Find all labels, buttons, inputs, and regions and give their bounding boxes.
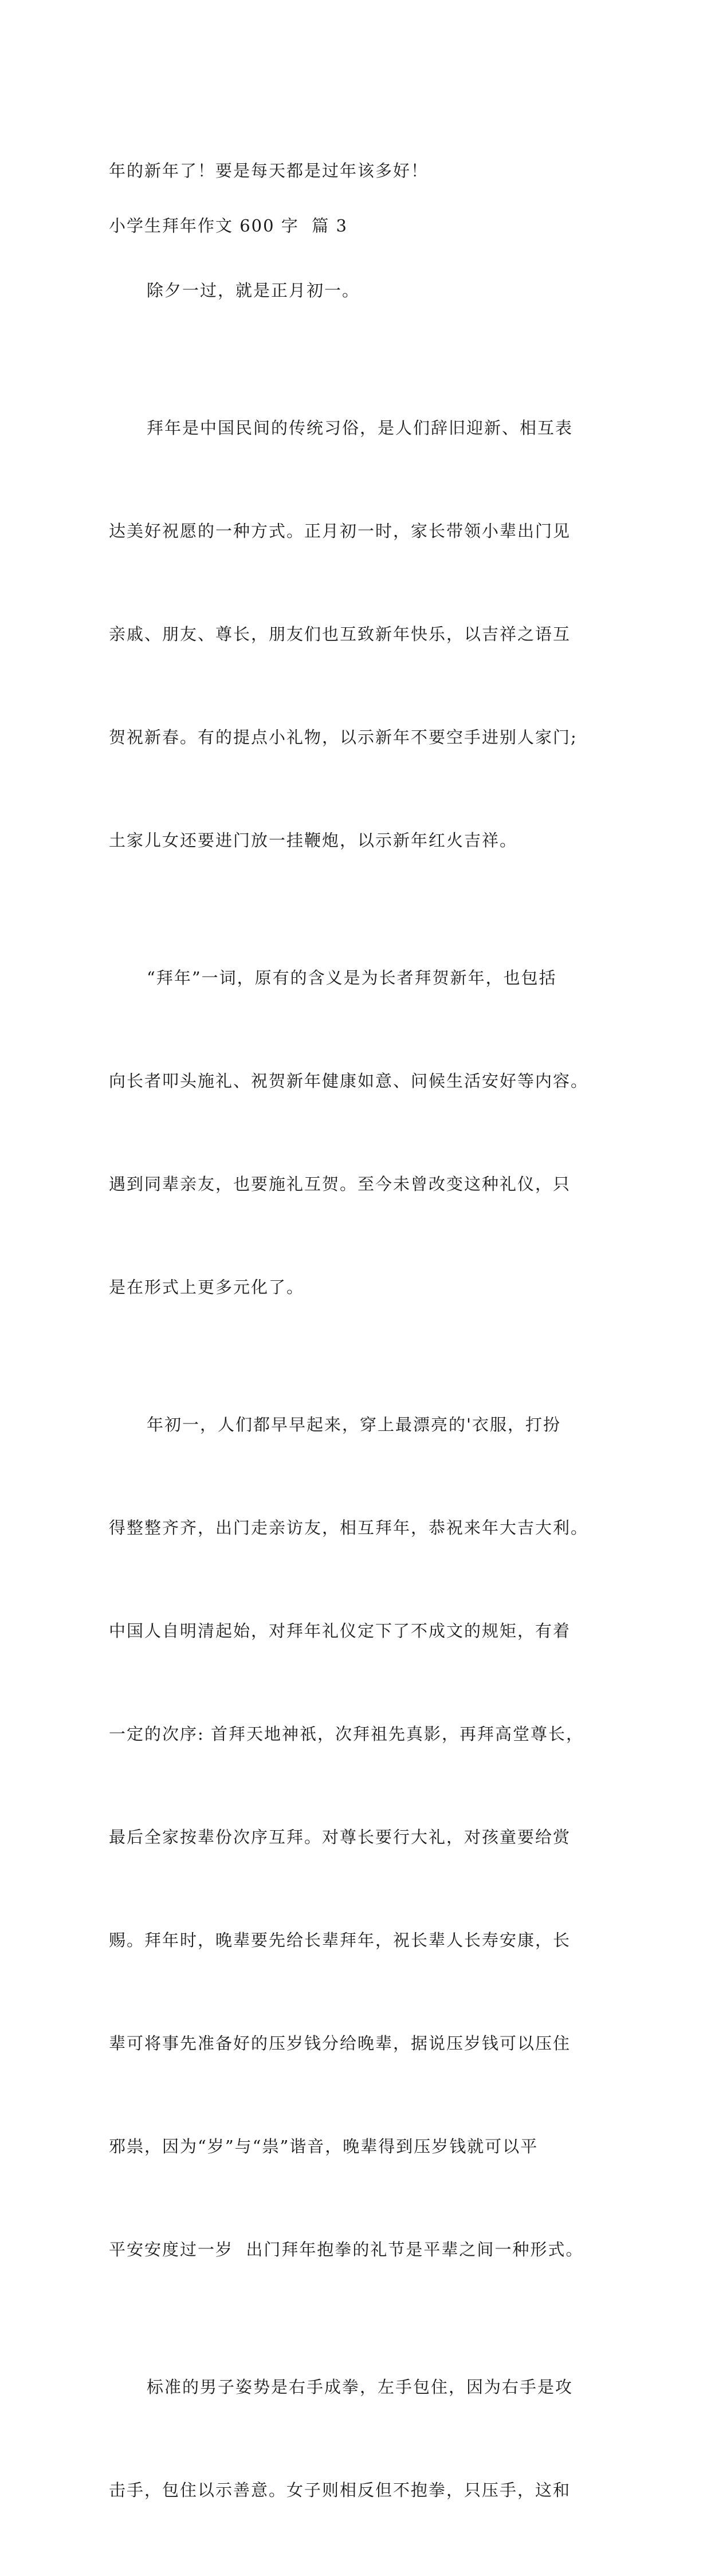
paragraph-line: “拜年”一词，原有的含义是为长者拜贺新年，也包括	[147, 968, 557, 988]
paragraph-line: 贺祝新春。有的提点小礼物，以示新年不要空手进别人家门;	[109, 727, 578, 747]
paragraph-line: 达美好祝愿的一种方式。正月初一时，家长带领小辈出门见	[109, 521, 571, 541]
body-text	[109, 170, 602, 2576]
paragraph-line: 辈可将事先准备好的压岁钱分给晚辈，据说压岁钱可以压住	[109, 2034, 571, 2053]
paragraph-line: 标准的男子姿势是右手成拳，左手包住，因为右手是攻	[147, 2377, 573, 2397]
paragraph-line: 年初一，人们都早早起来，穿上最漂亮的'衣服，打扮	[147, 1415, 561, 1434]
paragraph-line: 最后全家按辈份次序互拜。对尊长要行大礼，对孩童要给赏	[109, 1827, 571, 1847]
paragraph-line: 土家儿女还要进门放一挂鞭炮，以示新年红火吉祥。	[109, 831, 518, 850]
paragraph-line: 赐。拜年时，晚辈要先给长辈拜年，祝长辈人长寿安康，长	[109, 1930, 571, 1950]
paragraph-line: 得整整齐齐，出门走亲访友，相互拜年，恭祝来年大吉大利。	[109, 1518, 589, 1537]
paragraph-line: 遇到同辈亲友，也要施礼互贺。至今未曾改变这种礼仪，只	[109, 1174, 571, 1194]
paragraph-line: 是在形式上更多元化了。	[109, 1277, 305, 1297]
paragraph-line: 拜年是中国民间的传统习俗，是人们辞旧迎新、相互表	[147, 418, 573, 438]
paragraph-line: 击手，包住以示善意。女子则相反但不抱拳，只压手，这和	[109, 2480, 571, 2500]
section-title-text: 小学生拜年作文 600 字 篇 3	[109, 216, 348, 235]
paragraph-line: 一定的次序: 首拜天地神祇，次拜祖先真影，再拜高堂尊长，	[109, 1724, 584, 1744]
paragraph-line: 除夕一过，就是正月初一。	[147, 281, 360, 300]
continuation-line: 年的新年了！要是每天都是过年该多好！	[109, 161, 429, 180]
paragraph-line: 中国人自明清起始，对拜年礼仪定下了不成文的规矩，有着	[109, 1621, 571, 1641]
paragraph-line: 亲戚、朋友、尊长，朋友们也互致新年快乐，以吉祥之语互	[109, 624, 571, 644]
paragraph-line: 邪祟，因为“岁”与“祟”谐音，晚辈得到压岁钱就可以平	[109, 2137, 539, 2156]
paragraph-line: 向长者叩头施礼、祝贺新年健康如意、问候生活安好等内容。	[109, 1071, 589, 1091]
paragraph-line: 平安安度过一岁 出门拜年抱拳的礼节是平辈之间一种形式。	[109, 2240, 584, 2259]
